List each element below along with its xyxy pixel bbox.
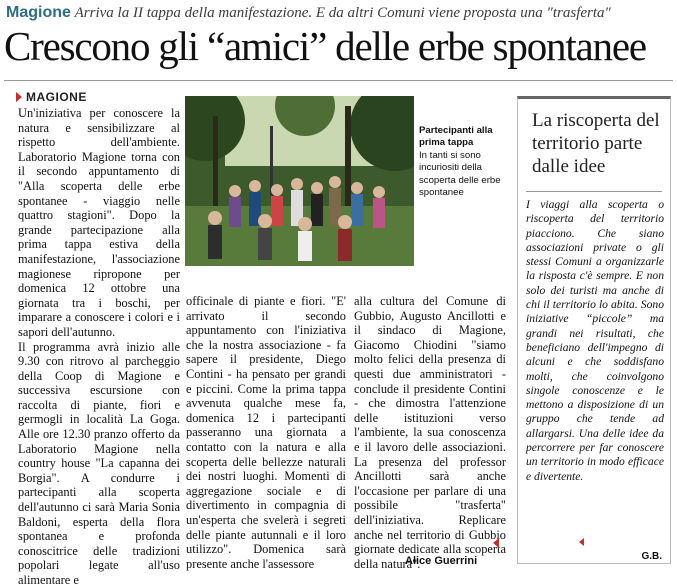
article-paragraph: Un'iniziativa per conoscere la natura e sensibilizzare al rispetto dell'ambiente. Laboratorio Magione torna con il secondo appuntamento di "Alla scoperta delle erbe spontanee - viaggio nelle quattro stagioni". Dopo la grande partecipazione alla prima tappa estiva della manifestazione, l'associazione magionese ripropone per domenica 12 ottobre una giornata tra i boschi, per imparare a conoscere i colori e i sapori dell'autunno. xyxy=(18,106,180,339)
article-paragraph: alla cultura del Comune di Gubbio, Augusto Ancillotti e il sindaco di Magione, Giacomo Chiodini "siamo molto felici della presenza di questi due amministratori - conclude il presidente Contini - che dimostra l'attenzione delle istituzioni verso l'ambiente, la sua conoscenza e il lavoro delle associazioni. La presenza del professor Ancillotti sarà anche l'occasione per parlare di una possibile "trasferta" dell'iniziativa. Replicare anche nel territorio di Gubbio giornate dedicate alla scoperta della natura". xyxy=(354,294,506,571)
photo-caption-title: Partecipanti alla prima tappa xyxy=(419,125,493,149)
sidebar-signature: G.B. xyxy=(641,551,662,562)
sidebar-box xyxy=(517,96,671,564)
photo-caption-text: In tanti si sono incuriositi della scoperta delle erbe spontanee xyxy=(419,149,501,199)
sidebar-end-icon xyxy=(579,538,584,546)
article-paragraph: officinale di piante e fiori. "E' arrivato il secondo appuntamento con l'iniziativa che la nostra associazione - fa sapere il presidente, Diego Contini - ha pensato per grandi e piccini. Come la prima tappa avvenuta qualche mese fa, domenica 12 i partecipanti passeranno una giornata a contatto con la natura e alla scoperta delle bellezze naturali dei nostri luoghi. Momenti di aggregazione sociale e di divertimento in compagnia di un'esperta che svelerà i segreti delle piante autunnali e il loro utilizzo". Domenica sarà presente anche l'assessore xyxy=(186,294,346,571)
author-signature: Alice Guerrini xyxy=(405,555,478,567)
article-photo xyxy=(185,96,414,266)
headline: Crescono gli “amici” delle erbe spontanee xyxy=(4,23,646,69)
sidebar-text: I viaggi alla scoperta o riscoperta del territorio piacciono. Che siano associazioni private o gli stessi Comuni a organizzarle la risposta c'è sempre. E non solo dei turisti ma anche di chi il territorio lo abita. Sono iniziative “piccole” ma grandi nei risultati, che beneficiano dell'impegno di alcuni e che soddisfano molti, che coinvolgono singole conoscenze e le mettono a disposizione di un gruppo che tende ad allargarsi. Una delle idee da percorrere per far conoscere un territorio in modo efficace e divertente. xyxy=(526,198,664,483)
article-paragraph: Il programma avrà inizio alle 9.30 con ritrovo al parcheggio della Coop di Magione e successiva escursione con raccolta di piante, fiori e germogli in località La Goga. Alle ore 12.30 pranzo offerto da Laboratorio Magione nella country house "La capanna dei Borgia". A condurre i partecipanti alla scoperta dell'autunno ci sarà Maria Sonia Baldoni, esperta della flora spontanea e profonda conoscitrice delle tradizioni popolari legate all'uso alimentare e xyxy=(18,339,180,587)
sidebar-title: La riscoperta del territorio parte dalle idee xyxy=(532,110,660,177)
article-column-2 xyxy=(186,294,346,571)
article-column-1 xyxy=(18,106,180,588)
section-label-text: MAGIONE xyxy=(26,90,87,104)
headline-rule xyxy=(4,80,673,81)
forest-group-photo-icon xyxy=(185,96,414,266)
section-label xyxy=(16,90,87,104)
photo-caption xyxy=(419,125,509,199)
triangle-marker-icon xyxy=(16,92,22,102)
end-of-article-icon xyxy=(493,538,499,548)
sidebar-rule xyxy=(526,191,662,192)
kicker xyxy=(6,4,674,22)
kicker-subtitle: Arriva la II tappa della manifestazione. E da altri Comuni viene proposta una "trasferta" xyxy=(74,5,611,21)
article-column-3 xyxy=(354,294,506,571)
kicker-place: Magione xyxy=(6,4,71,21)
